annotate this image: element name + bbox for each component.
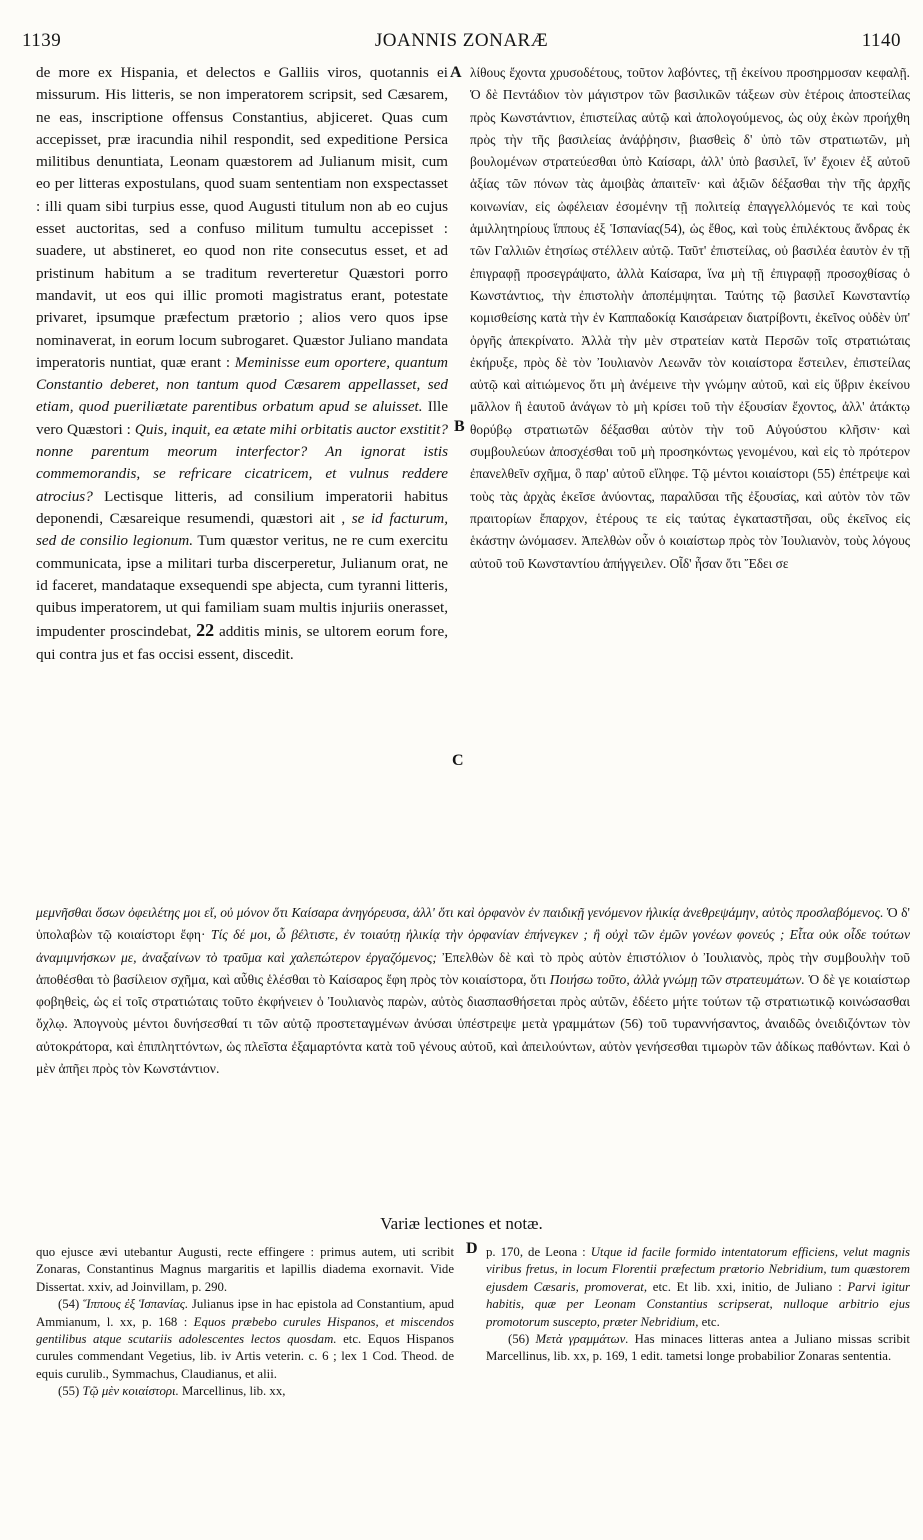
note-text: etc. Equos Hispanos curules commendant Vegetius, lib. iv Artis veterin. c. 6 ; lex 1 Cod. Theod. de equis curulib., Symmachus, Claudianus, et alii.	[36, 1332, 454, 1381]
latin-text: Lectisque litteris, ad consilium imperatorii habitus deponendi, Cæsareique resumendi, quæstori ait ,	[36, 487, 448, 527]
note-text: Marcellinus, lib. xx,	[178, 1384, 286, 1399]
note-55	[36, 1383, 454, 1400]
greek-text: Ἐπελθὼν δὲ καὶ τὸ πρὸς αὐτὸν ἐπιστόλιον ὁ Ἰουλιανὸς, πρὸς τὴν συμβουλὴν τοῦ ἀποθέσθαι τὸ βασίλειον σχῆμα, καὶ αὖθις ἑλέσθαι τὸ Καίσαρος ἔφη πρὸς τὸν κοιαίστορα, ὅτι	[36, 949, 910, 987]
note-quote: Utque id facile formido intentatorum efficiens, velut magnis viribus fretus, in locum Florentii præfectum prætorio Nebridium, tum quæstorem ejusdem Cæsaris, promoverat,	[486, 1245, 910, 1294]
note-text: p. 170, de Leona :	[486, 1245, 591, 1259]
note-quote: Parvi igitur habitis, quæ per Leonam Constantius scripserat, nulloque arbitrio ejus promotorum suscepto, præter Nebridium,	[486, 1279, 910, 1329]
margin-letter-b: B	[454, 418, 465, 435]
greek-column	[470, 62, 910, 898]
latin-italic-quote: Quis, inquit, ea ætate mihi orbitatis auctor exstitit? nonne parentum meorum interfector? An ignorat istis commemorandis, se refricare cicatricem, et vulnus reddere atrocius?	[36, 420, 448, 505]
note-quote: Equos præbebo curules Hispanos, et miscendos gentilibus atque scutariis adolescentes lectos quosdam.	[36, 1314, 454, 1347]
latin-text: Tum quæstor veritus, ne re cum exercitu communicata, ipse a militari turba discerperetur, Julianum orat, ne id faceret, mandataque exsequendi spe abjecta, cum tyranni litteris, quibus imperatorem, ut qui familiam suam multis injuriis onerasset, impudenter proscindebat,	[36, 532, 448, 641]
latin-text: Ille vero Quæstori :	[36, 398, 448, 438]
margin-letter-a: A	[450, 64, 462, 81]
notes-left-column	[36, 1244, 454, 1514]
note-54	[36, 1296, 454, 1383]
note-number: (55)	[58, 1384, 83, 1399]
note-text: etc. Et lib. xxi, initio, de Juliano :	[647, 1279, 848, 1294]
greek-text: Ὁ δ' ὑπολαβὼν τῷ κοιαίστορι ἔφη·	[36, 905, 910, 943]
latin-column	[36, 62, 448, 900]
note-paragraph	[36, 1244, 454, 1296]
greek-italic-quote: Τίς δέ μοι, ὦ βέλτιστε, ἐν τοιαύτῃ ἡλικίᾳ τὴν ὀρφανίαν ἐπήνεγκεν ; ἢ οὐχὶ τῶν ἐμῶν γονέων φονεύς ; Εἶτα οὐκ οἶδε τούτων ἀναμιμνήσκων με, ἀναξαίνων τὸ τραῦμα καὶ χαλεπώτερον ἐργαζόμενος;	[36, 927, 910, 965]
note-lemma: Τῷ μὲν κοιαίστορι.	[82, 1384, 179, 1399]
note-56	[486, 1331, 910, 1366]
greek-text: λίθους ἔχοντα χρυσοδέτους, τοῦτον λαβόντες, τῇ ἐκείνου προσηρμοσαν κεφαλῇ. Ὁ δὲ Πεντάδιον τὸν μάγιστρον τῶν βασιλικῶν τάξεων σὺν ἑτέροις ἀποστείλας πρὸς Κωνστάντιον, ἐπιστείλας αὐτῷ καὶ ἀπολογούμενος, ὡς οὐχ ἑκὼν προήχθη πρὸς τὴν τῆς βασιλείας ἀνάῤῥησιν, βιασθεὶς δ' ὑπὸ τῶν στρατιωτῶν, μὴ βουλομένων στρατεύεσθαι ὑπὸ Καίσαρι, ἀλλ' ὑπὸ βασιλεῖ, ἵν' ἔχοιεν ἐξ αὐτοῦ ἀξίας τῶν πόνων τὰς ἀμοιβὰς ἀπαιτεῖν· καὶ ἀξιῶν δέξασθαι τὴν τῆς ἀρχῆς κοινωνίαν, εἰς ὠφέλειαν ἐσομένην τῇ πολιτείᾳ ἐπαγγελλόμενός τε καὶ τοὺς ἁμιλλητηρίους ἵππους ἐξ Ἱσπανίας(54), ὡς ἔθος, καὶ τοὺς ἐπιλέκτους ἄνδρας ἐκ τῶν Γαλλιῶν ἐτησίως στέλλειν αὐτῷ. Ταῦτ' ἐπιστείλας, οὐ βασιλέα ἑαυτὸν ἐν τῇ ἐπιγραφῇ προσεγράψατο, ἀλλὰ Καίσαρα, ἵνα μὴ τῇ ἐπιγραφῇ προσοχθίσας ὁ Κωνστάντιος, τὴν ἐπιστολὴν ἀποπέμψηται. Ταύτης τῷ βασιλεῖ Κωνσταντίῳ κομισθείσης κατὰ τὴν ἐν Καππαδοκίᾳ Καισάρειαν διατρίβοντι, ἐκεῖνος οὐδὲν ὑπ' ὀργῆς ἀπεκρίνατο. Ἀλλὰ τὴν μὲν στρατείαν κατὰ Περσῶν τοῖς στρατιώταις ἐκήρυξε, πρὸς δὲ τὸν Ἰουλιανὸν Λεωνᾶν τὸν κοιαίστορα ἔστειλεν, ἐπιστείλας αὐτῷ καὶ αἰτιώμενος ὅτι μὴ ἀνέμεινε τὴν γνώμην αὐτοῦ, καὶ εἰς ὕβριν ἐκείνου μᾶλλον ἢ ἑαυτοῦ ἀνάγων τὸ μὴ κρίσει τοῦ τὴν ἐξουσίαν ἔχοντος, ἀλλ' ἀτάκτῳ θορύβῳ στρατιωτῶν δέξασθαι αὐτὸν τὴν τοῦ Αὐγούστου κλῆσιν· καὶ συμβουλεύων ἀποσχέσθαι τοῦ μὴ προσηκόντως γενομένου, καὶ εἰς τὸ πρότερον ἐπανελθεῖν σχῆμα, ὃ παρ' αὐτοῦ εἴληφε. Τῷ μέντοι κοιαίστορι (55) ἐπέτρεψε καὶ τοὺς τὰς ἀρχὰς ἐκεῖσε ἀνύοντας, παραλῦσαι τῆς ἐξουσίας, καὶ αὐτὸν τὸν τῶν πραιτορίων ἔπαρχον, ἑτέρους τε εἰς ταύτας ἐγκαταστῆσαι, οὓς ἐκεῖνος εἰς ἑκάστην ὠνόμασεν. Ἀπελθὼν οὖν ὁ κοιαίστωρ πρὸς τὸν Ἰουλιανὸν, τοὺς λόγους αὐτοῦ τοῦ Κωνσταντίου ἀπήγγειλεν. Οἷδ' ἦσαν ὅτι Ἔδει σε	[470, 65, 910, 571]
latin-italic-quote: Meminisse eum oportere, quantum Constantio deberet, non tantum quod Cæsarem appellasset, sed etiam, quod pueriliætate parentibus orbatum apud se aluisset.	[36, 353, 448, 416]
note-number: (54)	[58, 1297, 84, 1312]
margin-letter-d: D	[466, 1240, 478, 1257]
column-marker-number: 22	[196, 620, 215, 641]
note-text: Julianus ipse in hac epistola ad Constantium, apud Ammianum, l. xx, p. 168 :	[36, 1297, 454, 1329]
latin-text: de more ex Hispania, et delectos e Galliis viros, quotannis ei missurum. His litteris, se non imperatorem scripsit, sed Cæsarem, ne eas, inscriptione offensus Constantius, abjiceret. Quas cum accepisset, præ iracundia nihil respondit, sed expeditione Persica militibus denuntiata, Leonam quæstorem ad Julianum misit, cum eo per litteras expostulans, quod suam sententiam non exspectasset : illi quam sibi turpius esse, quod Augusti titulum non ab eo cujus esset auctoritas, sed a confuso militum tumultu accepisset : suadere, ut abstineret, eo quod non rite consecutus esset, et ad pristinum habitum a se traditum reverteretur Quæstori porro mandavit, ut eos qui illic promoti magistratus erant, potestate privaret, ipsumque præfectum prætorio ; alios vero quos ipse nominaverat, in eorum locum subrogaret. Quæstor Juliano mandata imperatoris nuntiat, quæ erant :	[36, 64, 448, 371]
greek-italic-quote: Ποιήσω τοῦτο, ἀλλὰ γνώμῃ τῶν στρατευμάτων.	[549, 971, 805, 987]
note-text: quo ejusce ævi utebantur Augusti, recte effingere : primus autem, uti scribit Zonaras, Constantinus Magnus margaritis et lapillis diadema exornavit. Vide Dissertat. xxiv, ad Joinvillam, p. 290.	[36, 1245, 454, 1294]
greek-text: Ὁ δὲ γε κοιαίστωρ φοβηθεὶς, ὡς εἰ τοῖς στρατιώταις τοῦτο ἐκφήνειεν ὁ Ἰουλιανὸς παρὼν, αὐτὸς διασπασθήσεται πρὸς αὐτῶν, ἐδέετο μήτε τούτων τῷ στρατιωτικῷ κοινώσασθαι ὄχλῳ. Ἀπογνοὺς μέντοι δυνήσεσθαί τι τῶν αὐτῷ προστεταγμένων ἀνύσαι ὑπέστρεψε μετὰ γραμμάτων (56) τοῦ τυραννήσαντος, ἀναιδῶς ὀνειδιζόντων τὸν αὐτοκράτορα, καὶ ἐπιπληττόντων, ὡς πλεῖστα ἐξαμαρτόντα κατὰ τοῦ γένους αὐτοῦ, καὶ ἀπειλούντων, αὐτὸν γενήσεσθαι τιμωρὸν τῶν ἀδίκως παθόντων. Καὶ ὁ μὲν ἀπῆει πρὸς τὸν Κωνστάντιον.	[36, 971, 910, 1077]
running-header	[22, 30, 901, 58]
margin-letter-c: C	[452, 752, 464, 769]
greek-full-width-text	[36, 902, 910, 1208]
latin-italic-quote: se id facturum, sed de consilio legionum.	[36, 509, 448, 550]
note-lemma: Μετὰ γραμμάτων.	[535, 1332, 629, 1347]
note-text: Has minaces litteras antea a Juliano missas scribit Marcellinus, lib. xx, p. 169, 1 edit. tametsi longe probabilior Zonaras sententia.	[486, 1332, 910, 1364]
right-column-number: 1140	[861, 30, 901, 51]
left-column-number: 1139	[22, 30, 62, 51]
note-text: etc.	[698, 1314, 720, 1329]
note-lemma: Ἵππους ἐξ Ἱσπανίας.	[83, 1297, 189, 1312]
latin-text: additis minis, se ultorem eorum fore, qui contra jus et fas occisi essent, discedit.	[36, 623, 448, 663]
greek-italic-quote: μεμνῆσθαι ὅσων ὀφειλέτης μοι εἴ, οὐ μόνον ὅτι Καίσαρα ἀνηγόρευσα, ἀλλ' ὅτι καὶ ὀρφανὸν ἐν παιδικῇ γενόμενον ἡλικίᾳ ἀνεθρεψάμην, αὐτὸς προσλαβόμενος.	[36, 905, 884, 920]
notes-right-column	[486, 1244, 910, 1494]
note-number: (56)	[508, 1332, 536, 1347]
notes-heading: Variæ lectiones et notæ.	[380, 1214, 543, 1233]
running-title: JOANNIS ZONARÆ	[374, 30, 549, 51]
note-55-continued	[486, 1244, 910, 1331]
